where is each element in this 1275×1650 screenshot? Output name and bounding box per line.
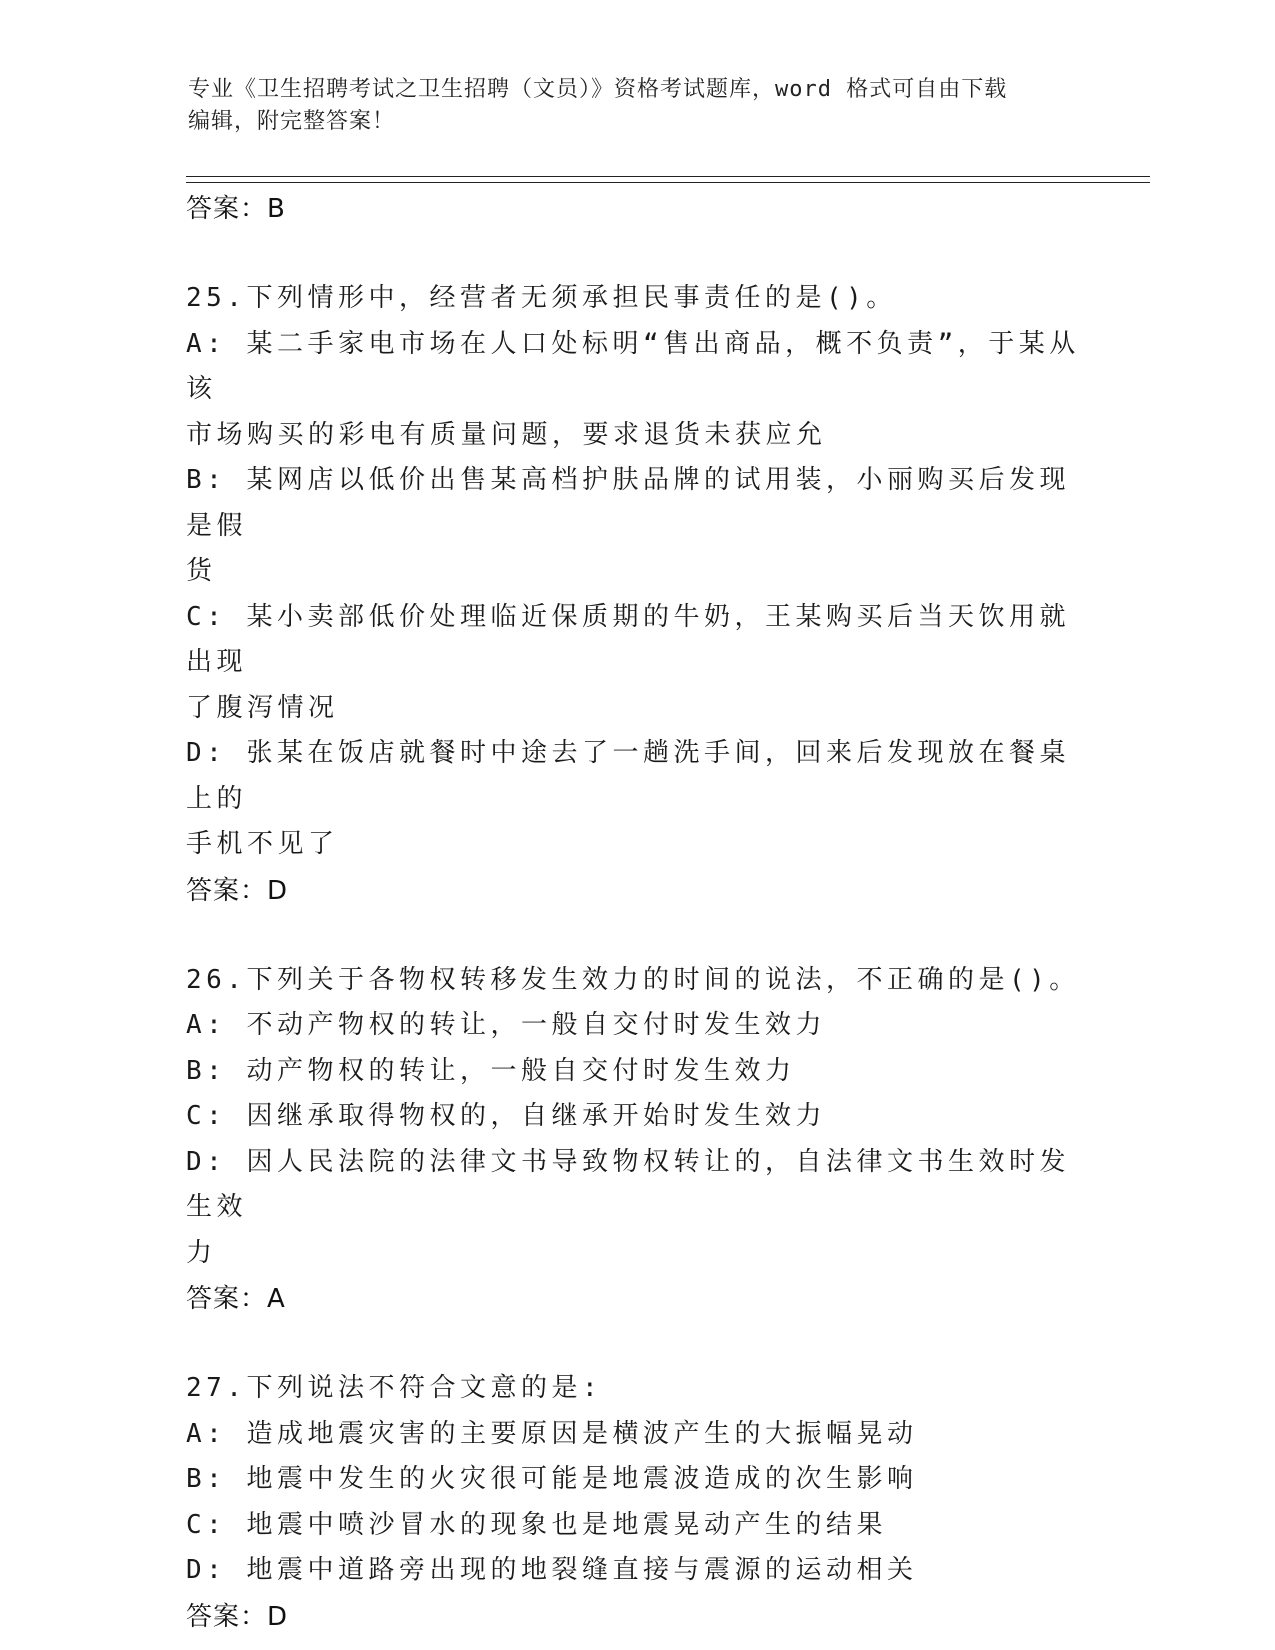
option-line: 手机不见了	[186, 829, 339, 859]
header-line-2: 编辑，附完整答案！	[188, 109, 396, 134]
option-b	[186, 1457, 1086, 1503]
option-a	[186, 1003, 1086, 1049]
option-line: 货	[186, 556, 217, 586]
header-line-1: 专业《卫生招聘考试之卫生招聘（文员）》资格考试题库，word 格式可自由下载	[188, 77, 1008, 102]
question-stem: 25.下列情形中，经营者无须承担民事责任的是()。	[186, 283, 897, 313]
option-line: B: 地震中发生的火灾很可能是地震波造成的次生影响	[186, 1464, 918, 1494]
option-a	[186, 1412, 1086, 1458]
answer-label: 答案：A	[186, 1284, 286, 1314]
question-25	[186, 276, 1086, 914]
option-line: B: 某网店以低价出售某高档护肤品牌的试用装，小丽购买后发现是假	[186, 465, 1070, 541]
option-line: B: 动产物权的转让，一般自交付时发生效力	[186, 1055, 796, 1086]
option-line: D: 张某在饭店就餐时中途去了一趟洗手间，回来后发现放在餐桌上的	[186, 738, 1070, 814]
header-divider	[186, 176, 1150, 183]
option-line: 力	[186, 1237, 217, 1268]
question-26	[186, 958, 1086, 1323]
option-line: 市场购买的彩电有质量问题，要求退货未获应允	[186, 419, 827, 450]
option-c	[186, 1094, 1086, 1140]
question-27	[186, 1366, 1086, 1640]
option-d	[186, 1140, 1086, 1277]
option-b	[186, 1049, 1086, 1095]
option-c	[186, 1503, 1086, 1549]
option-line: C: 地震中喷沙冒水的现象也是地震晃动产生的结果	[186, 1509, 887, 1540]
option-line: A: 造成地震灾害的主要原因是横波产生的大振幅晃动	[186, 1418, 918, 1449]
option-d	[186, 1548, 1086, 1594]
answer-label: 答案：D	[186, 1601, 289, 1632]
option-a	[186, 322, 1086, 459]
question-stem: 27.下列说法不符合文意的是:	[186, 1373, 603, 1403]
option-line: 了腹泻情况	[186, 692, 339, 723]
option-line: C: 某小卖部低价处理临近保质期的牛奶，王某购买后当天饮用就出现	[186, 601, 1070, 677]
answer-label: 答案：D	[186, 875, 289, 906]
option-d	[186, 731, 1086, 868]
option-b	[186, 458, 1086, 595]
option-line: A: 不动产物权的转让，一般自交付时发生效力	[186, 1010, 826, 1040]
question-list	[186, 186, 1086, 1640]
option-line: D: 因人民法院的法律文书导致物权转让的，自法律文书生效时发生效	[186, 1146, 1070, 1222]
previous-answer: 答案：B	[186, 194, 286, 224]
option-line: D: 地震中道路旁出现的地裂缝直接与震源的运动相关	[186, 1555, 918, 1585]
option-line: A: 某二手家电市场在人口处标明“售出商品，概不负责”，于某从该	[186, 328, 1080, 404]
document-header	[188, 74, 1068, 138]
option-c	[186, 595, 1086, 732]
option-line: C: 因继承取得物权的，自继承开始时发生效力	[186, 1101, 826, 1131]
question-stem: 26.下列关于各物权转移发生效力的时间的说法，不正确的是()。	[186, 964, 1080, 995]
